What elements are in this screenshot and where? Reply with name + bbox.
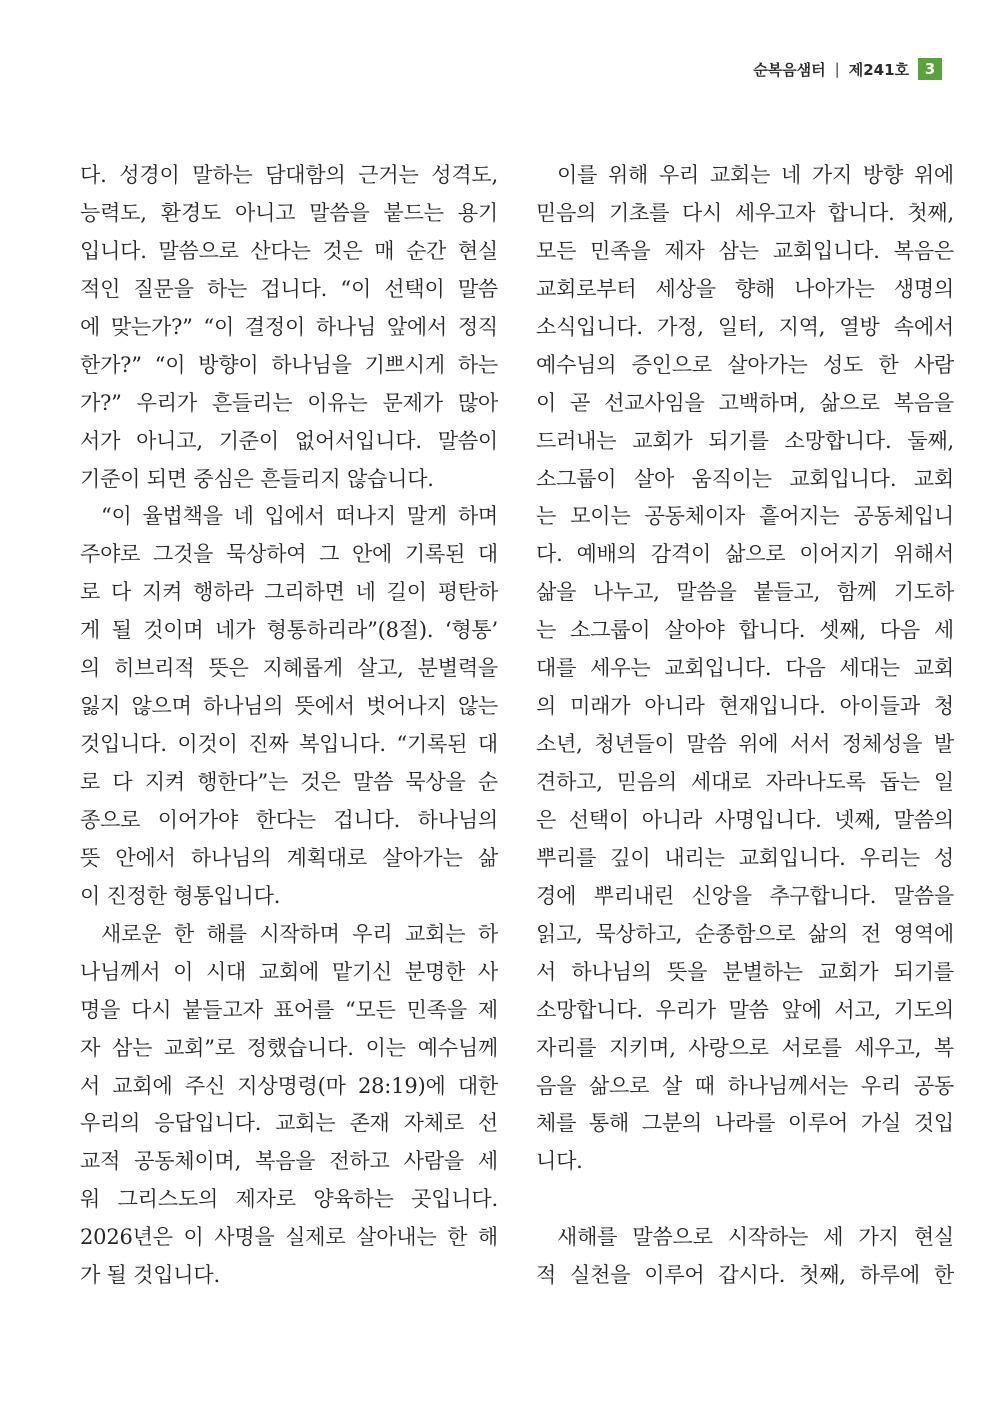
text-line: 교회로부터 세상을 향해 나아가는 생명의 [536, 276, 954, 301]
text-line: 대를 세우는 교회입니다. 다음 세대는 교회 [536, 656, 954, 681]
text-line: 종으로 이어가야 한다는 겁니다. 하나님의 [80, 807, 498, 832]
page-number-badge: 3 [918, 58, 942, 80]
text-line: 가?” 우리가 흔들리는 이유는 문제가 많아 [80, 390, 498, 415]
text-line: 입니다. 말씀으로 산다는 것은 매 순간 현실 [80, 238, 498, 263]
text-line: 의 히브리적 뜻은 지혜롭게 살고, 분별력을 [80, 656, 498, 681]
text-line: 체를 통해 그분의 나라를 이루어 가실 것입 [536, 1111, 954, 1136]
text-line: 은 선택이 아니라 사명입니다. 넷째, 말씀의 [536, 807, 954, 832]
text-line: 워 그리스도의 제자로 양육하는 곳입니다. [80, 1187, 498, 1212]
text-line: 새로운 한 해를 시작하며 우리 교회는 하 [101, 921, 498, 946]
text-line: 주야로 그것을 묵상하여 그 안에 기록된 대 [80, 542, 498, 567]
text-line: 능력도, 환경도 아니고 말씀을 붙드는 용기 [80, 200, 498, 225]
text-line: 자리를 지키며, 사랑으로 서로를 세우고, 복 [536, 1035, 954, 1060]
text-line: “이 율법책을 네 입에서 떠나지 말게 하며 [101, 504, 498, 529]
text-line: 이 진정한 형통입니다. [80, 883, 281, 908]
text-line: 드러내는 교회가 되기를 소망합니다. 둘째, [536, 428, 954, 453]
text-line: 음을 삶으로 살 때 하나님께서는 우리 공동 [536, 1073, 954, 1098]
publication-name: 순복음샘터 [753, 60, 826, 79]
text-line: 한가?” “이 방향이 하나님을 기쁘시게 하는 [80, 352, 498, 377]
text-line: 로 다 지켜 행한다”는 것은 말씀 묵상을 순 [80, 770, 498, 794]
text-line: 가 될 것입니다. [80, 1263, 220, 1288]
text-line: 서 하나님의 뜻을 분별하는 교회가 되기를 [536, 959, 954, 984]
text-line: 는 소그룹이 살아야 합니다. 셋째, 다음 세 [536, 618, 954, 643]
text-line: 소망합니다. 우리가 말씀 앞에 서고, 기도의 [536, 997, 954, 1022]
text-line: 게 될 것이며 네가 형통하리라”(8절). ‘형통’ [80, 618, 498, 643]
text-line: 뿌리를 깊이 내리는 교회입니다. 우리는 성 [536, 845, 954, 870]
text-line: 서가 아니고, 기준이 없어서입니다. 말씀이 [80, 428, 498, 453]
text-line: 적인 질문을 하는 겁니다. “이 선택이 말씀 [80, 276, 498, 301]
left-column [80, 157, 498, 1295]
text-line: 믿음의 기초를 다시 세우고자 합니다. 첫째, [536, 200, 954, 225]
text-line: 소식입니다. 가정, 일터, 지역, 열방 속에서 [536, 314, 954, 339]
text-line: 기준이 되면 중심은 흔들리지 않습니다. [80, 466, 434, 491]
text-line: 예수님의 증인으로 살아가는 성도 한 사람 [536, 352, 954, 377]
text-line: 우리의 응답입니다. 교회는 존재 자체로 선 [80, 1111, 498, 1136]
text-line: 소그룹이 살아 움직이는 교회입니다. 교회 [536, 466, 954, 491]
header-separator: | [834, 60, 840, 78]
text-line: 삶을 나누고, 말씀을 붙들고, 함께 기도하 [536, 580, 954, 605]
right-column [536, 157, 954, 1295]
text-line: 다. 예배의 감격이 삶으로 이어지기 위해서 [536, 542, 954, 567]
text-line: 자 삼는 교회”로 정했습니다. 이는 예수님께 [80, 1035, 498, 1060]
text-line: 명을 다시 붙들고자 표어를 “모든 민족을 제 [80, 997, 498, 1022]
text-line: 견하고, 믿음의 세대로 자라나도록 돕는 일 [536, 770, 954, 794]
text-line: 새해를 말씀으로 시작하는 세 가지 현실 [557, 1225, 954, 1250]
text-line: 이를 위해 우리 교회는 네 가지 방향 위에 [557, 163, 954, 187]
text-line: 경에 뿌리내린 신앙을 추구합니다. 말씀을 [536, 883, 954, 908]
text-line: 는 모이는 공동체이자 흩어지는 공동체입니 [536, 504, 954, 529]
text-line: 읽고, 묵상하고, 순종함으로 삶의 전 영역에 [536, 921, 954, 946]
text-line: 의 미래가 아니라 현재입니다. 아이들과 청 [536, 694, 954, 719]
paragraph-gap [536, 1181, 954, 1219]
text-line: 서 교회에 주신 지상명령(마 28:19)에 대한 [80, 1073, 498, 1098]
page-header [753, 58, 942, 80]
issue-number: 제241호 [848, 60, 909, 79]
text-line: 다. 성경이 말하는 담대함의 근거는 성격도, [80, 163, 498, 187]
text-line: 모든 민족을 제자 삼는 교회입니다. 복음은 [536, 238, 954, 263]
text-line: 2026년은 이 사명을 실제로 살아내는 한 해 [80, 1225, 498, 1250]
text-line: 에 맞는가?” “이 결정이 하나님 앞에서 정직 [80, 314, 498, 339]
text-line: 것입니다. 이것이 진짜 복입니다. “기록된 대 [80, 732, 498, 757]
text-line: 소년, 청년들이 말씀 위에 서서 정체성을 발 [536, 732, 954, 757]
text-line: 로 다 지켜 행하라 그리하면 네 길이 평탄하 [80, 580, 498, 605]
text-line: 나님께서 이 시대 교회에 맡기신 분명한 사 [80, 959, 498, 984]
text-line: 뜻 안에서 하나님의 계획대로 살아가는 삶 [80, 845, 498, 870]
text-line: 니다. [536, 1149, 583, 1174]
text-line: 교적 공동체이며, 복음을 전하고 사람을 세 [80, 1149, 498, 1174]
text-line: 적 실천을 이루어 갑시다. 첫째, 하루에 한 [536, 1263, 954, 1288]
text-line: 이 곧 선교사임을 고백하며, 삶으로 복음을 [536, 390, 954, 415]
text-line: 잃지 않으며 하나님의 뜻에서 벗어나지 않는 [80, 694, 498, 719]
